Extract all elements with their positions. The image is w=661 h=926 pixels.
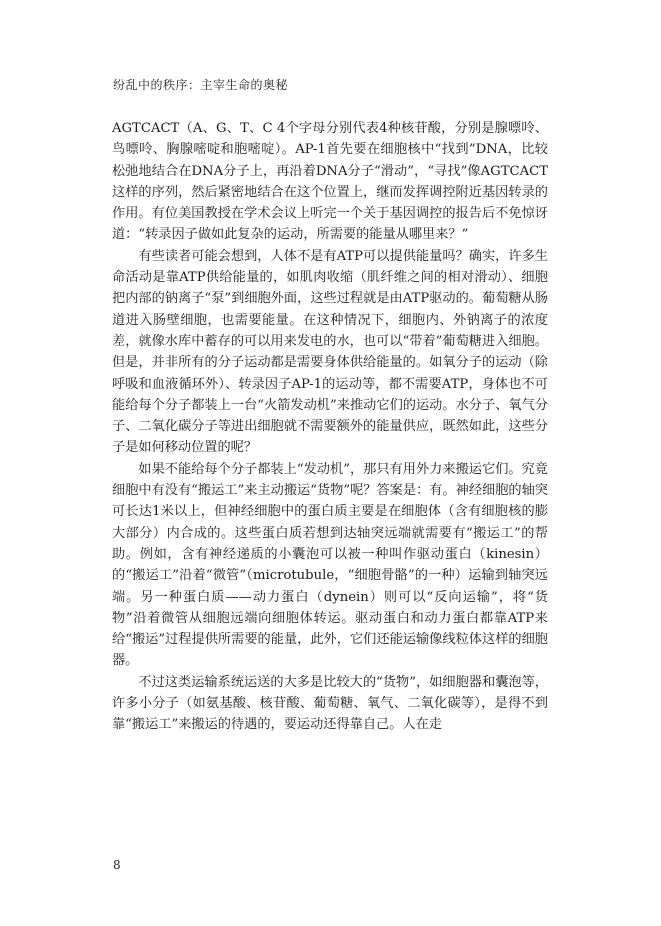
body-text bbox=[112, 118, 548, 736]
paragraph-continuation: AGTCACT（A、G、T、C 4个字母分别代表4种核苷酸，分别是腺嘌呤、鸟嘌呤、胸腺嘧啶和胞嘧啶）。AP-1首先要在细胞核中“找到”DNA，比较松弛地结合在DNA分子上，再沿着DNA分子“滑动”，“寻找”像AGTCACT这样的序列，然后紧密地结合在这个位置上，继而发挥调控附近基因转录的作用。有位美国教授在学术会议上听完一个关于基因调控的报告后不免惊讶道：“转录因子做如此复杂的运动，所需要的能量从哪里来？” bbox=[112, 121, 548, 243]
paragraph: 有些读者可能会想到，人体不是有ATP可以提供能量吗？确实，许多生命活动是靠ATP供给能量的，如肌肉收缩（肌纤维之间的相对滑动）、细胞把内部的钠离子“泵”到细胞外面，这些过程就是由ATP驱动的。葡萄糖从肠道进入肠壁细胞，也需要能量。在这种情况下，细胞内、外钠离子的浓度差，就像水库中蓄存的可以用来发电的水，也可以“带着”葡萄糖进入细胞。但是，并非所有的分子运动都是需要身体供给能量的。如氧分子的运动（除呼吸和血液循环外）、转录因子AP-1的运动等，都不需要ATP，身体也不可能给每个分子都装上一台“火箭发动机”来推动它们的运动。水分子、氧气分子、二氧化碳分子等进出细胞就不需要额外的能量供应，既然如此，这些分子是如何移动位置的呢？ bbox=[112, 248, 548, 456]
paragraph: 不过这类运输系统运送的大多是比较大的“货物”，如细胞器和囊泡等，许多小分子（如氨基酸、核苷酸、葡萄糖、氧气、二氧化碳等），是得不到靠“搬运工”来搬运的待遇的，要运动还得靠自己。人在走 bbox=[112, 674, 548, 733]
paragraph: 如果不能给每个分子都装上“发动机”，那只有用外力来搬运它们。究竟细胞中有没有“搬运工”来主动搬运“货物”呢？答案是：有。神经细胞的轴突可长达1米以上，但神经细胞中的蛋白质主要是在细胞体（含有细胞核的膨大部分）内合成的。这些蛋白质若想到达轴突远端就需要有“搬运工”的帮助。例如，含有神经递质的小囊泡可以被一种叫作驱动蛋白（kinesin）的“搬运工”沿着“微管”（microtubule，“细胞骨骼”的一种）运输到轴突远端。另一种蛋白质——动力蛋白（dynein）则可以“反向运输”，将“货物”沿着微管从细胞远端向细胞体转运。驱动蛋白和动力蛋白都靠ATP来给“搬运”过程提供所需要的能量，此外，它们还能运输像线粒体这样的细胞器。 bbox=[112, 461, 548, 669]
page-number: 8 bbox=[113, 858, 121, 872]
running-header: 纷乱中的秩序：主宰生命的奥秘 bbox=[113, 78, 289, 92]
